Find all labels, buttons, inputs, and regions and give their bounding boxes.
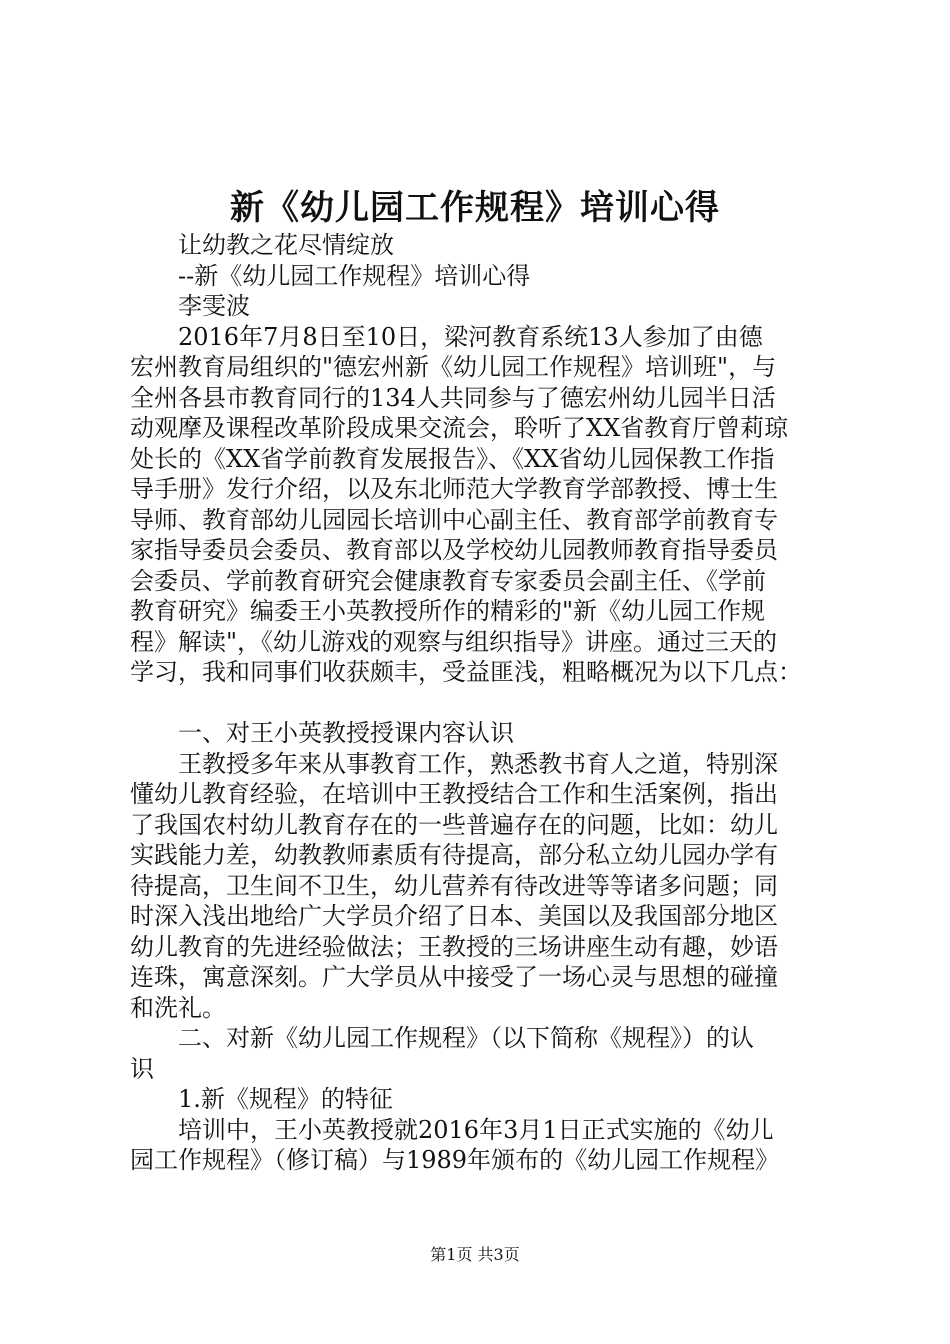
- paragraph-3: [130, 1115, 830, 1176]
- paragraph-line: 王教授多年来从事教育工作，熟悉教书育人之道，特别深: [178, 749, 778, 778]
- author-line: 李雯波: [178, 292, 250, 320]
- section-1-heading: 一、对王小英教授授课内容认识: [178, 719, 514, 747]
- paragraph-line: 宏州教育局组织的"德宏州新《幼儿园工作规程》培训班"，与: [130, 353, 777, 381]
- subsection-1-heading: 1.新《规程》的特征: [178, 1085, 393, 1113]
- document-title: 新《幼儿园工作规程》培训心得: [230, 188, 720, 228]
- section-2-heading-line: 识: [130, 1054, 154, 1083]
- paragraph-line: 连珠，寓意深刻。广大学员从中接受了一场心灵与思想的碰撞: [130, 963, 778, 991]
- paragraph-1: [130, 322, 830, 688]
- paragraph-line: 教育研究》编委王小英教授所作的精彩的"新《幼儿园工作规: [130, 597, 766, 625]
- document-body: [130, 230, 830, 1176]
- paragraph-line: 培训中，王小英教授就2016年3月1日正式实施的《幼儿: [178, 1115, 774, 1144]
- paragraph-line: 家指导委员会委员、教育部以及学校幼儿园教师教育指导委员: [130, 536, 778, 564]
- paragraph-line: 处长的《XX省学前教育发展报告》、《XX省幼儿园保教工作指: [130, 444, 775, 473]
- paragraph-line: 会委员、学前教育研究会健康教育专家委员会副主任、《学前: [130, 566, 766, 595]
- paragraph-line: 动观摩及课程改革阶段成果交流会，聆听了XX省教育厅曾莉琼: [130, 414, 789, 442]
- paragraph-2: [130, 749, 830, 1024]
- paragraph-line: 导手册》发行介绍，以及东北师范大学教育学部教授、博士生: [130, 475, 778, 503]
- section-2-heading: [130, 1023, 830, 1084]
- section-2-heading-line: 二、对新《幼儿园工作规程》（以下简称《规程》）的认: [178, 1024, 754, 1052]
- paragraph-line: 全州各县市教育同行的134人共同参与了德宏州幼儿园半日活: [130, 383, 776, 412]
- page-footer: 第1页 共3页: [430, 1245, 520, 1264]
- paragraph-line: 导师、教育部幼儿园园长培训中心副主任、教育部学前教育专: [130, 505, 778, 534]
- blank-line: [130, 688, 830, 719]
- paragraph-line: 懂幼儿教育经验，在培训中王教授结合工作和生活案例，指出: [130, 780, 778, 808]
- paragraph-line: 和洗礼。: [130, 993, 226, 1022]
- paragraph-line: 2016年7月8日至10日，梁河教育系统13人参加了由德: [178, 322, 763, 351]
- paragraph-line: 实践能力差，幼教教师素质有待提高，部分私立幼儿园办学有: [130, 841, 778, 869]
- paragraph-line: 待提高，卫生间不卫生，幼儿营养有待改进等等诸多问题；同: [130, 871, 778, 900]
- subtitle-line-1: 让幼教之花尽情绽放: [178, 231, 394, 259]
- paragraph-line: 了我国农村幼儿教育存在的一些普遍存在的问题，比如：幼儿: [130, 810, 778, 839]
- paragraph-line: 学习，我和同事们收获颇丰，受益匪浅，粗略概况为以下几点：: [130, 658, 802, 686]
- paragraph-line: 园工作规程》（修订稿）与1989年颁布的《幼儿园工作规程》: [130, 1146, 780, 1174]
- paragraph-line: 幼儿教育的先进经验做法；王教授的三场讲座生动有趣，妙语: [130, 932, 778, 961]
- subtitle-line-2: --新《幼儿园工作规程》培训心得: [178, 261, 531, 290]
- paragraph-line: 时深入浅出地给广大学员介绍了日本、美国以及我国部分地区: [130, 902, 778, 930]
- paragraph-line: 程》解读"，《幼儿游戏的观察与组织指导》讲座。通过三天的: [130, 627, 778, 656]
